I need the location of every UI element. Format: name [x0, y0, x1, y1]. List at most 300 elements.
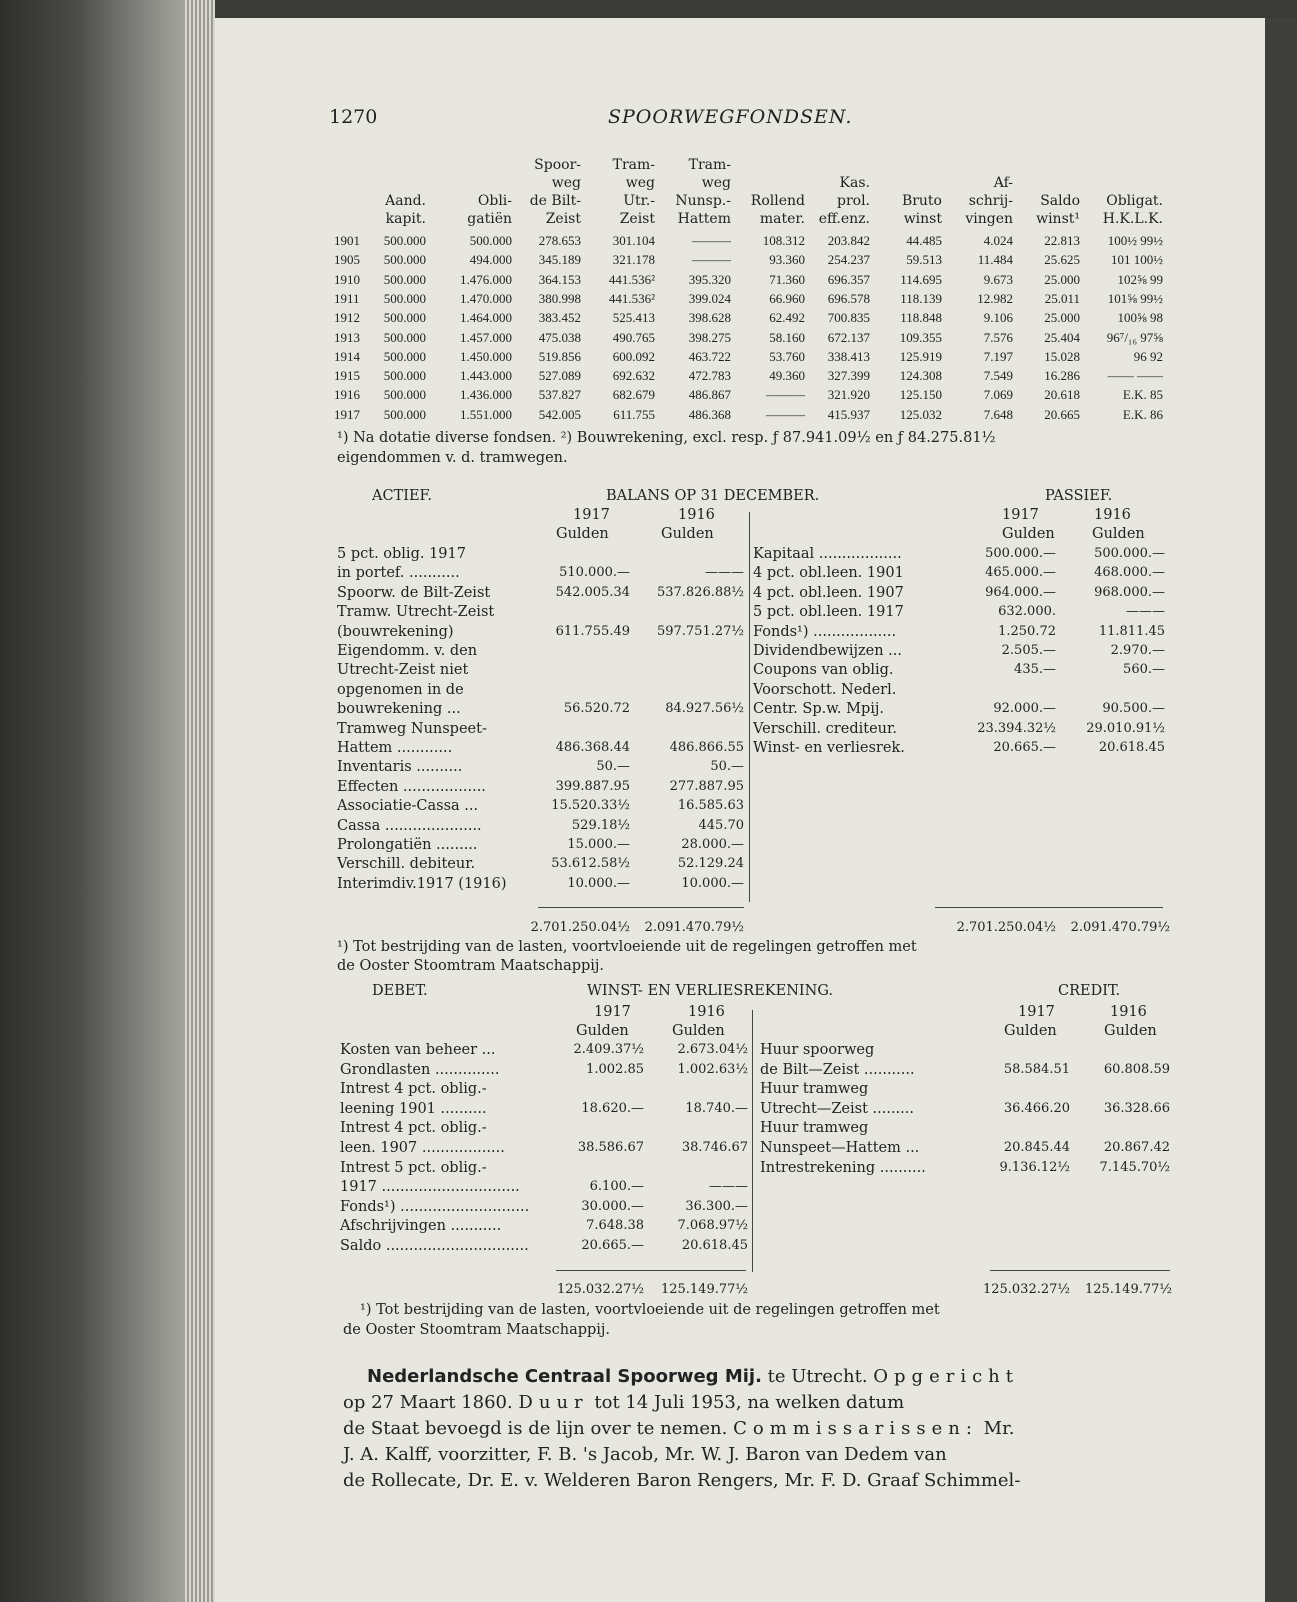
passief-row-label: Verschill. crediteur.: [753, 720, 897, 737]
stats-cell: 108.312: [762, 233, 805, 248]
stats-cell: 58.160: [769, 329, 805, 345]
stats-cell: 500.000: [383, 310, 426, 326]
actief-row-label: Tramweg Nunspeet-: [337, 720, 487, 737]
debet-row-value-1916: 18.740.—: [685, 1100, 748, 1116]
stats-header-cell: Zeist: [545, 211, 581, 227]
stats-cell: 9.673: [983, 271, 1013, 287]
stats-header-cell: Saldo: [1040, 193, 1080, 209]
stats-cell: 500.000: [383, 290, 426, 306]
actief-row-value-1917: 53.612.58½: [551, 856, 630, 872]
credit-row-value-1917: 9.136.12½: [999, 1159, 1070, 1175]
stats-cell: 16.286: [1044, 368, 1080, 384]
credit-row-value-1916: 36.328.66: [1103, 1100, 1170, 1116]
stats-cell: 20.618: [1044, 387, 1080, 403]
stats-cell: 441.536²: [608, 290, 655, 306]
debet-row-value-1916: 38.746.67: [681, 1140, 748, 1155]
actief-row-label: Verschill. debiteur.: [337, 856, 476, 873]
stats-header-cell: Utr.-: [623, 193, 655, 209]
stats-cell: 1.470.000: [460, 290, 512, 306]
stats-cell: 44.485: [906, 233, 942, 248]
winst-year-a-right: 1917: [1018, 1004, 1055, 1020]
stats-header-cell: de Bilt-: [529, 193, 581, 209]
actief-row-label: Interimdiv.1917 (1916): [337, 875, 507, 892]
actief-row-value-1917: 529.18½: [571, 817, 630, 833]
balans-actief-heading: ACTIEF.: [372, 488, 432, 504]
balans-year-a: 1917: [573, 507, 610, 523]
passief-row-value-1917: 500.000.—: [985, 546, 1056, 561]
stats-header-cell: winst: [903, 211, 942, 227]
balans-unit-b-right: Gulden: [1092, 526, 1145, 542]
stats-header-cell: Aand.: [385, 193, 426, 209]
stats-cell: 415.937: [827, 406, 870, 422]
debet-row-label: 1917 ..............................: [340, 1179, 520, 1196]
stats-header-cell: winst¹: [1036, 211, 1080, 227]
stats-footnote: ¹) Na dotatie diverse fondsen. ²) Bouwrekening, excl. resp. ƒ 87.941.09½ en ƒ 84.275.81½: [337, 430, 996, 446]
passief-row-value-1917: 92.000.—: [993, 701, 1056, 717]
stats-header-cell: eff.enz.: [818, 211, 870, 227]
balans-year-b-right: 1916: [1094, 507, 1131, 523]
stats-cell: 101 100½: [1111, 252, 1163, 268]
passief-row-value-1917: 964.000.—: [985, 584, 1056, 600]
company-line-2: op 27 Maart 1860. Duur tot 14 Juli 1953, na welken datum: [343, 1392, 905, 1413]
stats-header-cell: Tram-: [612, 157, 655, 173]
balans-year-b: 1916: [678, 507, 715, 523]
stats-cell: 321.178: [612, 252, 655, 268]
passief-row-value-1916: 968.000.—: [1094, 584, 1165, 600]
balans-year-a-right: 1917: [1002, 507, 1039, 523]
passief-row-value-1916: 29.010.91½: [1086, 720, 1165, 736]
stats-year-cell: 1910: [334, 271, 360, 287]
passief-row-value-1917: 435.—: [1014, 662, 1056, 678]
stats-cell: 1.457.000: [460, 329, 512, 345]
balans-unit-a: Gulden: [556, 526, 609, 542]
stats-cell: 25.404: [1044, 329, 1080, 345]
debet-row-label: Saldo ...............................: [340, 1238, 529, 1254]
stats-cell: 542.005: [538, 406, 581, 422]
actief-row-value-1917: 15.000.—: [567, 837, 630, 852]
passief-row-label: 5 pct. obl.leen. 1917: [753, 604, 904, 621]
winst-unit-a-right: Gulden: [1004, 1023, 1057, 1039]
winst-total-rule-left: [556, 1270, 746, 1271]
debet-row-label: Fonds¹) ............................: [340, 1198, 530, 1215]
stats-header-cell: gatiën: [467, 211, 512, 227]
stats-year-cell: 1913: [334, 329, 360, 345]
credit-row-label: de Bilt—Zeist ...........: [760, 1061, 915, 1078]
stats-cell: 7.576: [983, 329, 1013, 345]
stats-header-cell: Rollend: [750, 193, 805, 209]
passief-row-value-1916: 2.970.—: [1110, 643, 1165, 658]
balans-total-actief-1916: 2.091.470.79½: [644, 920, 744, 935]
stats-header-cell: Obligat.: [1106, 193, 1163, 209]
stats-cell: 96 92: [1133, 348, 1163, 364]
company-line-1: Nederlandsche Centraal Spoorweg Mij. te Utrecht. Opgericht: [367, 1366, 1019, 1387]
actief-row-label: (bouwrekening): [337, 623, 454, 640]
actief-row-label: in portef. ...........: [337, 565, 460, 582]
actief-row-label: bouwrekening ...: [337, 701, 461, 718]
balans-unit-a-right: Gulden: [1002, 526, 1055, 542]
credit-row-label: Huur spoorweg: [760, 1042, 875, 1058]
stats-cell: 7.549: [983, 368, 1013, 384]
stats-cell: 20.665: [1044, 406, 1080, 422]
credit-row-value-1917: 58.584.51: [1003, 1061, 1070, 1077]
actief-row-value-1917: 56.520.72: [563, 701, 630, 717]
stats-cell: 525.413: [612, 310, 655, 326]
credit-row-label: Nunspeet—Hattem ...: [760, 1140, 920, 1156]
stats-year-cell: 1901: [334, 233, 360, 248]
stats-header-cell: mater.: [759, 211, 805, 227]
passief-row-value-1917: 465.000.—: [985, 565, 1056, 581]
stats-cell: 11.484: [977, 252, 1013, 268]
winst-unit-b: Gulden: [672, 1023, 725, 1039]
stats-cell: 321.920: [827, 387, 870, 403]
winst-total-rule-right: [990, 1270, 1170, 1271]
stats-cell: E.K. 85: [1122, 387, 1163, 403]
stats-cell: 1.443.000: [460, 368, 512, 384]
stats-cell: 527.089: [538, 368, 581, 384]
stats-cell: 59.513: [906, 252, 942, 268]
passief-row-label: Winst- en verliesrek.: [753, 740, 905, 756]
stats-cell: 500.000: [383, 406, 426, 422]
stats-cell: 490.765: [612, 329, 655, 345]
stats-cell: 118.139: [900, 290, 942, 306]
stats-cell: —— ——: [1107, 368, 1163, 384]
actief-row-value-1916: 277.887.95: [669, 778, 744, 794]
stats-cell: 96⁷/₁₆ 97⅝: [1106, 329, 1163, 345]
stats-cell: 494.000: [469, 252, 512, 268]
debet-row-label: Kosten van beheer ...: [340, 1042, 496, 1058]
passief-row-label: Coupons van oblig.: [753, 662, 894, 679]
stats-cell: 364.153: [538, 271, 581, 287]
stats-cell: 101⅝ 99½: [1107, 290, 1163, 306]
passief-row-label: Centr. Sp.w. Mpij.: [753, 701, 885, 718]
balans-passief-heading: PASSIEF.: [1045, 488, 1113, 504]
actief-row-value-1916: 52.129.24: [677, 856, 744, 872]
passief-row-value-1916: 468.000.—: [1094, 565, 1165, 581]
stats-header-cell: Tram-: [688, 157, 731, 173]
passief-row-value-1917: 2.505.—: [1001, 643, 1056, 658]
page-title: SPOORWEGFONDSEN.: [608, 106, 853, 128]
actief-row-value-1916: 84.927.56½: [665, 701, 744, 717]
stats-cell: 4.024: [983, 233, 1013, 248]
winst-total-debet-1916: 125.149.77½: [660, 1282, 748, 1297]
actief-row-value-1916: 50.—: [710, 759, 744, 775]
actief-row-value-1916: 486.866.55: [669, 740, 744, 755]
page-number: 1270: [329, 106, 378, 128]
passief-row-value-1916: 560.—: [1123, 662, 1165, 678]
stats-header-cell: weg: [551, 175, 581, 191]
stats-cell: 7.197: [983, 348, 1013, 364]
stats-cell: 500.000: [469, 233, 512, 248]
stats-cell: 301.104: [612, 233, 655, 248]
balans-total-rule-left: [538, 907, 744, 908]
winst-total-debet-1917: 125.032.27½: [556, 1282, 644, 1297]
stats-cell: ———: [692, 233, 731, 248]
passief-row-value-1916: 20.618.45: [1098, 740, 1165, 755]
passief-row-value-1916: 500.000.—: [1094, 546, 1165, 561]
actief-row-label: Inventaris ..........: [337, 759, 463, 776]
balans-footnote-cont: de Ooster Stoomtram Maatschappij.: [337, 958, 605, 974]
passief-row-value-1916: 90.500.—: [1102, 701, 1165, 717]
stats-cell: 475.038: [538, 329, 581, 345]
opgericht-label: Opgericht: [873, 1366, 1019, 1387]
stats-cell: 124.308: [899, 368, 942, 384]
winst-credit-heading: CREDIT.: [1058, 983, 1121, 999]
stats-cell: 1.464.000: [460, 310, 512, 326]
stats-cell: 49.360: [769, 368, 805, 384]
actief-row-value-1916: 16.585.63: [677, 798, 744, 814]
stats-header-cell: Nunsp.-: [675, 193, 731, 209]
stats-cell: 519.856: [538, 348, 581, 364]
stats-header-cell: Spoor-: [534, 157, 581, 173]
stats-cell: 696.357: [827, 271, 870, 287]
actief-row-value-1916: 445.70: [698, 817, 744, 833]
stats-cell: 203.842: [827, 233, 870, 248]
stats-cell: 12.982: [977, 290, 1013, 306]
company-line-3: de Staat bevoegd is de lijn over te nemen. Commissarissen: Mr.: [343, 1418, 1015, 1439]
debet-row-label: leen. 1907 ..................: [340, 1140, 505, 1156]
passief-row-label: 4 pct. obl.leen. 1907: [753, 584, 904, 601]
winst-unit-a: Gulden: [576, 1023, 629, 1039]
actief-row-value-1916: 10.000.—: [681, 875, 744, 891]
company-line-5: de Rollecate, Dr. E. v. Welderen Baron Rengers, Mr. F. D. Graaf Schimmel-: [343, 1470, 1021, 1491]
stats-cell: 71.360: [769, 271, 805, 287]
stats-year-cell: 1915: [334, 368, 360, 384]
debet-row-label: Intrest 4 pct. oblig.-: [340, 1120, 487, 1137]
company-line-4: J. A. Kalff, voorzitter, F. B. 's Jacob, Mr. W. J. Baron van Dedem van: [343, 1444, 947, 1465]
stats-cell: 537.827: [538, 387, 581, 403]
winst-year-b: 1916: [688, 1004, 725, 1020]
actief-row-label: Tramw. Utrecht-Zeist: [337, 604, 495, 621]
actief-row-value-1917: 15.520.33½: [551, 798, 630, 814]
stats-cell: 672.137: [827, 329, 870, 345]
stats-cell: 399.024: [688, 290, 731, 306]
stats-cell: 25.000: [1044, 310, 1080, 326]
stats-cell: 500.000: [383, 271, 426, 287]
stats-header-cell: schrij-: [968, 193, 1013, 209]
stats-cell: 500.000: [383, 252, 426, 268]
debet-row-value-1916: 2.673.04½: [677, 1042, 748, 1057]
stats-cell: 1.551.000: [460, 406, 512, 422]
stats-cell: 1.450.000: [460, 348, 512, 364]
stats-cell: 114.695: [900, 271, 942, 287]
debet-row-label: Afschrijvingen ...........: [340, 1218, 502, 1235]
actief-row-label: Effecten ..................: [337, 778, 486, 795]
actief-row-value-1916: 28.000.—: [681, 837, 744, 852]
actief-row-label: Prolongatiën .........: [337, 837, 478, 853]
credit-row-label: Huur tramweg: [760, 1120, 869, 1137]
duur-label: Duur: [518, 1392, 589, 1413]
stats-cell: 692.632: [612, 368, 655, 384]
actief-row-value-1916: 597.751.27½: [656, 623, 744, 639]
company-name: Nederlandsche Centraal Spoorweg Mij.: [367, 1366, 762, 1387]
credit-row-label: Huur tramweg: [760, 1081, 869, 1098]
winst-title: WINST- EN VERLIESREKENING.: [587, 983, 833, 999]
debet-row-value-1917: 7.648.38: [586, 1218, 644, 1234]
stats-header-cell: Af-: [993, 175, 1013, 191]
stats-cell: 500.000: [383, 348, 426, 364]
balans-divider: [749, 512, 750, 902]
winst-debet-heading: DEBET.: [372, 983, 428, 999]
passief-row-value-1917: 20.665.—: [993, 740, 1056, 755]
stats-year-cell: 1905: [334, 252, 360, 268]
stats-cell: 93.360: [769, 252, 805, 268]
passief-row-label: Kapitaal ..................: [753, 546, 902, 562]
stats-cell: 383.452: [538, 310, 581, 326]
stats-cell: 9.106: [983, 310, 1013, 326]
winst-footnote-cont: de Ooster Stoomtram Maatschappij.: [343, 1322, 611, 1338]
stats-cell: ———: [766, 406, 805, 422]
commissarissen-label: Commissarissen:: [733, 1418, 978, 1439]
stats-cell: 25.625: [1044, 252, 1080, 268]
stats-cell: 463.722: [688, 348, 731, 364]
stats-cell: 278.653: [538, 233, 581, 248]
actief-row-label: Eigendomm. v. den: [337, 643, 478, 659]
actief-row-value-1917: 542.005.34: [555, 584, 630, 600]
stats-cell: 66.960: [769, 290, 805, 306]
stats-cell: ———: [692, 252, 731, 268]
stats-cell: 611.755: [613, 406, 655, 422]
stats-cell: 25.011: [1044, 290, 1080, 306]
credit-row-value-1916: 7.145.70½: [1099, 1159, 1170, 1175]
stats-cell: 102⅝ 99: [1117, 271, 1163, 287]
stats-year-cell: 1917: [334, 406, 360, 422]
actief-row-label: Cassa .....................: [337, 817, 482, 834]
stats-year-cell: 1916: [334, 387, 360, 403]
stats-header-cell: Zeist: [619, 211, 655, 227]
stats-cell: 109.355: [899, 329, 942, 345]
stats-header-cell: kapit.: [385, 211, 426, 227]
debet-row-value-1916: 36.300.—: [685, 1198, 748, 1214]
credit-row-label: Intrestrekening ..........: [760, 1159, 926, 1176]
passief-row-value-1916: ———: [1126, 604, 1165, 620]
stats-footnote-cont: eigendommen v. d. tramwegen.: [337, 450, 568, 466]
stats-cell: 125.032: [899, 406, 942, 422]
stats-cell: 500.000: [383, 368, 426, 384]
stats-cell: 395.320: [688, 271, 731, 287]
actief-row-value-1917: 50.—: [596, 759, 630, 775]
stats-header-cell: weg: [701, 175, 731, 191]
winst-footnote: ¹) Tot bestrijding van de lasten, voortvloeiende uit de regelingen getroffen met: [360, 1302, 940, 1318]
actief-row-value-1917: 611.755.49: [555, 623, 630, 639]
stats-header-cell: Obli-: [477, 193, 512, 209]
passief-row-value-1917: 23.394.32½: [977, 720, 1056, 736]
stats-year-cell: 1914: [334, 348, 360, 364]
stats-cell: 600.092: [612, 348, 655, 364]
debet-row-value-1916: 1.002.63½: [677, 1061, 748, 1077]
stats-cell: 338.413: [827, 348, 870, 364]
debet-row-label: leening 1901 ..........: [340, 1100, 487, 1117]
stats-cell: 7.069: [983, 387, 1013, 403]
stats-cell: 254.237: [827, 252, 870, 268]
actief-row-value-1917: 10.000.—: [567, 875, 630, 891]
actief-row-label: Spoorw. de Bilt-Zeist: [337, 584, 491, 601]
winst-divider: [752, 1010, 753, 1272]
debet-row-label: Grondlasten ..............: [340, 1061, 500, 1078]
balans-total-passief-1917: 2.701.250.04½: [956, 920, 1056, 935]
actief-row-value-1917: 399.887.95: [555, 778, 630, 794]
actief-row-value-1917: 510.000.—: [559, 565, 630, 581]
debet-row-value-1917: 38.586.67: [577, 1140, 644, 1155]
stats-cell: 345.189: [538, 252, 581, 268]
stats-cell: 100⅝ 98: [1117, 310, 1163, 326]
balans-footnote: ¹) Tot bestrijding van de lasten, voortvloeiende uit de regelingen getroffen met: [337, 939, 917, 955]
stats-cell: 100½ 99½: [1107, 233, 1163, 248]
passief-row-value-1917: 632.000.: [998, 604, 1056, 620]
actief-row-label: Associatie-Cassa ...: [337, 798, 479, 815]
debet-row-value-1917: 2.409.37½: [573, 1042, 644, 1057]
winst-total-credit-1917: 125.032.27½: [982, 1282, 1070, 1297]
actief-row-label: 5 pct. oblig. 1917: [337, 546, 466, 562]
stats-cell: 380.998: [538, 290, 581, 306]
stats-header-cell: Kas.: [839, 175, 870, 191]
debet-row-value-1917: 1.002.85: [586, 1061, 644, 1077]
stats-header-cell: H.K.L.K.: [1102, 211, 1163, 227]
stats-cell: 118.848: [900, 310, 942, 326]
stats-cell: 22.813: [1044, 233, 1080, 248]
credit-row-value-1917: 20.845.44: [1003, 1140, 1070, 1155]
debet-row-value-1917: 20.665.—: [581, 1238, 644, 1253]
actief-row-label: Utrecht-Zeist niet: [337, 662, 469, 679]
winst-year-b-right: 1916: [1110, 1004, 1147, 1020]
stats-header-cell: prol.: [836, 193, 870, 209]
debet-row-value-1916: ———: [709, 1179, 748, 1195]
book-binding: [0, 0, 215, 1602]
stats-cell: 1.476.000: [460, 271, 512, 287]
stats-cell: 682.679: [612, 387, 655, 403]
actief-row-label: Hattem ............: [337, 740, 453, 756]
stats-header-cell: weg: [625, 175, 655, 191]
actief-row-value-1916: ———: [705, 565, 744, 581]
credit-row-value-1916: 60.808.59: [1103, 1061, 1170, 1077]
stats-cell: ———: [766, 387, 805, 403]
debet-row-label: Intrest 5 pct. oblig.-: [340, 1159, 487, 1176]
stats-cell: 700.835: [827, 310, 870, 326]
balans-total-passief-1916: 2.091.470.79½: [1070, 920, 1170, 935]
passief-row-value-1917: 1.250.72: [998, 623, 1056, 639]
debet-row-value-1916: 7.068.97½: [677, 1218, 748, 1234]
actief-row-value-1916: 537.826.88½: [656, 584, 744, 600]
stats-cell: E.K. 86: [1122, 406, 1163, 422]
stats-cell: 25.000: [1044, 271, 1080, 287]
debet-row-value-1917: 30.000.—: [581, 1198, 644, 1214]
stats-cell: 472.783: [688, 368, 731, 384]
balans-total-rule-right: [935, 907, 1163, 908]
balans-total-actief-1917: 2.701.250.04½: [530, 920, 630, 935]
stats-cell: 7.648: [983, 406, 1013, 422]
winst-total-credit-1916: 125.149.77½: [1084, 1282, 1172, 1297]
passief-row-label: 4 pct. obl.leen. 1901: [753, 565, 904, 582]
debet-row-value-1917: 18.620.—: [581, 1100, 644, 1116]
debet-row-label: Intrest 4 pct. oblig.-: [340, 1081, 487, 1098]
stats-cell: 125.919: [899, 348, 942, 364]
stats-cell: 696.578: [827, 290, 870, 306]
actief-row-value-1917: 486.368.44: [555, 740, 630, 755]
credit-row-value-1916: 20.867.42: [1103, 1140, 1170, 1155]
stats-cell: 500.000: [383, 233, 426, 248]
stats-year-cell: 1912: [334, 310, 360, 326]
stats-cell: 500.000: [383, 387, 426, 403]
balans-title: BALANS OP 31 DECEMBER.: [606, 488, 820, 504]
stats-cell: 486.368: [688, 406, 731, 422]
stats-header-cell: vingen: [965, 211, 1013, 227]
passief-row-label: Voorschott. Nederl.: [753, 681, 897, 698]
stats-cell: 327.399: [827, 368, 870, 384]
passief-row-value-1916: 11.811.45: [1098, 623, 1165, 639]
stats-cell: 500.000: [383, 329, 426, 345]
stats-cell: 62.492: [769, 310, 805, 326]
passief-row-label: Fonds¹) ..................: [753, 623, 897, 640]
debet-row-value-1916: 20.618.45: [681, 1238, 748, 1253]
